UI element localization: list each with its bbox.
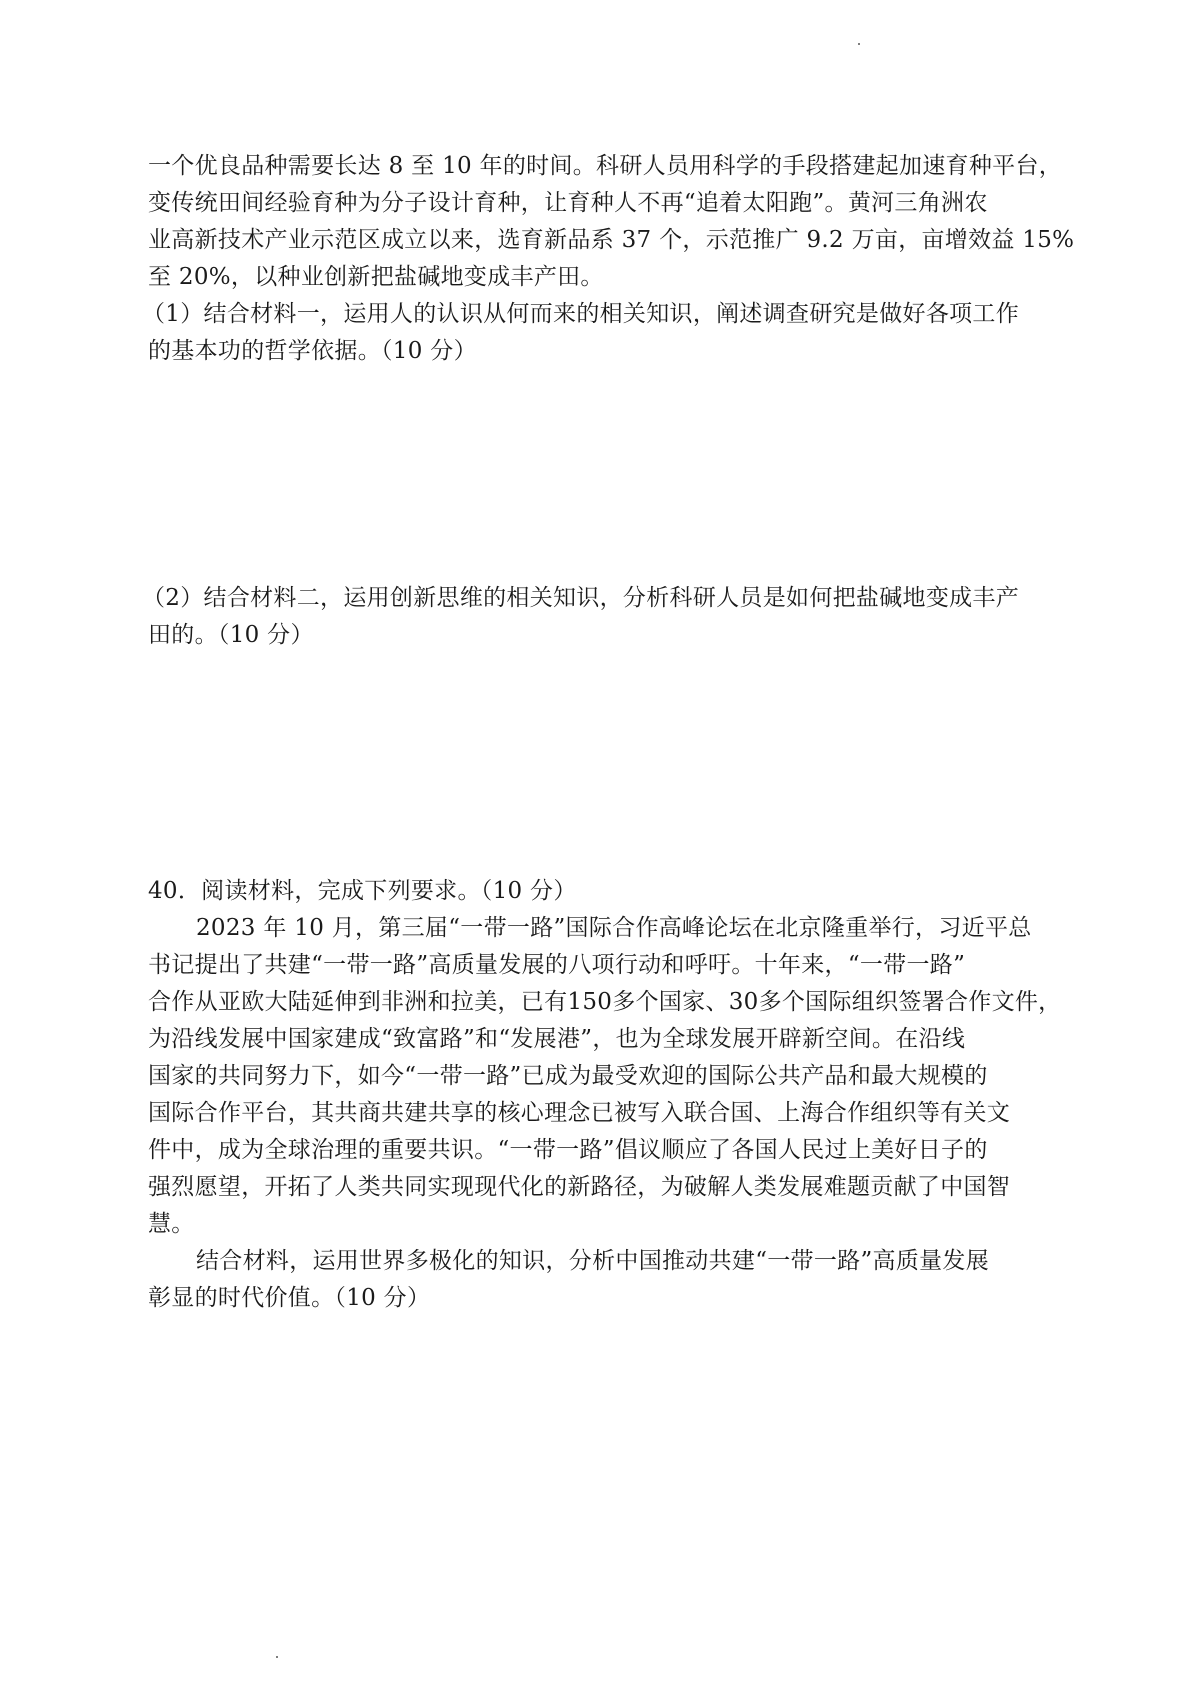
question-1-line: （1）结合材料一，运用人的认识从何而来的相关知识，阐述调查研究是做好各项工作 [142,301,1020,327]
question-40-material-line: 2023 年 10 月，第三届“一带一路”国际合作高峰论坛在北京隆重举行，习近平总 [196,915,1032,941]
material-line: 一个优良品种需要长达 8 至 10 年的时间。科研人员用科学的手段搭建起加速育种平台， [148,153,1063,179]
question-40-heading: 40．阅读材料，完成下列要求。（10 分） [148,878,577,904]
question-40-material-line: 强烈愿望，开拓了人类共同实现现代化的新路径，为破解人类发展难题贡献了中国智 [148,1174,1011,1200]
material-line: 至 20%，以种业创新把盐碱地变成丰产田。 [148,264,604,290]
question-1-line: 的基本功的哲学依据。（10 分） [148,338,477,364]
question-40-requirement-line: 结合材料，运用世界多极化的知识，分析中国推动共建“一带一路”高质量发展 [196,1248,990,1274]
question-40-material-line: 国家的共同努力下，如今“一带一路”已成为最受欢迎的国际公共产品和最大规模的 [148,1063,988,1089]
question-40-material-line: 为沿线发展中国家建成“致富路”和“发展港”，也为全球发展开辟新空间。在沿线 [148,1026,966,1052]
question-40-material-line: 国际合作平台，其共商共建共享的核心理念已被写入联合国、上海合作组织等有关文 [148,1100,1011,1126]
scan-dot [276,1656,278,1658]
scan-dot [858,43,860,45]
material-continued-section [142,148,1076,370]
question-2-section [142,580,1076,654]
question-2-line: （2）结合材料二，运用创新思维的相关知识，分析科研人员是如何把盐碱地变成丰产 [142,585,1020,611]
question-40-requirement-line: 彰显的时代价值。（10 分） [148,1285,431,1311]
question-2-line: 田的。（10 分） [148,622,314,648]
question-40-material-line: 合作从亚欧大陆延伸到非洲和拉美，已有150多个国家、30多个国际组织签署合作文件， [148,989,1062,1015]
material-line: 变传统田间经验育种为分子设计育种，让育种人不再“追着太阳跑”。黄河三角洲农 [148,190,988,216]
material-line: 业高新技术产业示范区成立以来，选育新品系 37 个，示范推广 9.2 万亩，亩增效益 15% [148,227,1075,253]
question-40-material-line: 书记提出了共建“一带一路”高质量发展的八项行动和呼吁。十年来，“一带一路” [148,952,966,978]
question-40-material-line: 件中，成为全球治理的重要共识。“一带一路”倡议顺应了各国人民过上美好日子的 [148,1137,988,1163]
question-40-material-line: 慧。 [148,1211,195,1237]
question-40-section [148,873,1076,1317]
